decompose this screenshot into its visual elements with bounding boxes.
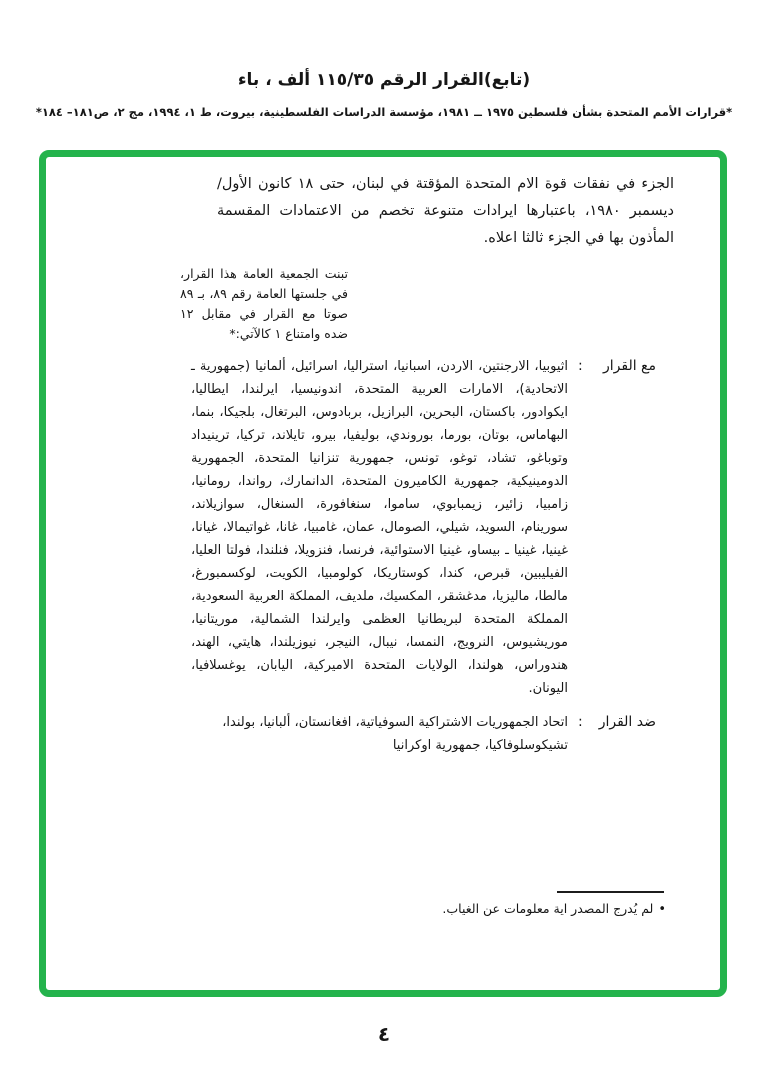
footnote — [300, 899, 666, 920]
vote-against-label — [578, 711, 656, 734]
vote-for-countries: اثيوبيا، الارجنتين، الاردن، اسبانيا، استراليا، اسرائيل، ألمانيا (جمهورية ـ الاتحادية)، الامارات العربية المتحدة، اندونيسيا، ايرلندا، ايطاليا، ايكوادور، باكستان، البحرين، البرازيل، بربادوس، البرتغال، بلجيكا، بنما، البهاماس، بوتان، بورما، بوروندي، بوليفيا، بيرو، تايلاند، تركيا، ترينيداد وتوباغو، تشاد، توغو، تونس، جمهورية تنزانيا المتحدة، الجمهورية الدومينيكية، جمهورية الكاميرون المتحدة، الدانمارك، رواندا، رومانيا، زامبيا، زائير، زيمبابوي، ساموا، سنغافورة، السنغال، سوازيلاند، سورينام، السويد، شيلي، الصومال، عمان، غامبيا، غانا، غواتيمالا، غيانا، غينيا، غينيا ـ بيساو، غينيا الاستوائية، فرنسا، فنزويلا، فنلندا، فولتا العليا، الفيليبين، قبرص، كندا، كوستاريكا، كولومبيا، الكويت، لوكسمبورغ، مالطا، ماليزيا، مدغشقر، المكسيك، ملديف، المملكة العربية السعودية، المملكة المتحدة لبريطانيا العظمى وايرلندا الشمالية، موريتانيا، موريشيوس، النرويج، النمسا، نيبال، النيجر، نيوزيلندا، هايتي، الهند، هندوراس، هولندا، الولايات المتحدة الاميركية، اليابان، يوغسلافيا، اليونان. — [191, 359, 568, 696]
vote-against-row — [46, 711, 656, 757]
vote-for-label-colon: : — [578, 358, 583, 374]
source-citation: *قرارات الأمم المتحدة بشأن فلسطين ١٩٧٥ ــ ١٩٨١، مؤسسة الدراسات الفلسطينية، بيروت، ط ١، ١٩٩٤، مج ٢، ص١٨١– ١٨٤* — [35, 105, 733, 119]
vote-for-label-text: مع القرار — [602, 358, 656, 374]
vote-for-label — [578, 355, 656, 378]
footnote-divider — [557, 891, 664, 893]
page-content — [46, 157, 720, 990]
resolution-title: (تابع)القرار الرقم ١١٥/٣٥ ألف ، باء — [237, 70, 531, 90]
vote-against-label-colon: : — [578, 714, 583, 730]
paragraph-adoption-vote: تبنت الجمعية العامة هذا القرار، في جلستها العامة رقم ٨٩، بـ ٨٩ صوتا مع القرار في مقابل ١٢ ضده وامتناع ١ كالآتي:* — [180, 266, 349, 341]
vote-against-label-text: ضد القرار — [598, 714, 656, 730]
footnote-bullet-icon: • — [658, 902, 666, 917]
page-number: ٤ — [377, 1022, 391, 1046]
paragraph-unifil-expenses: الجزء في نفقات قوة الام المتحدة المؤقتة في لبنان، حتى ١٨ كانون الأول/ديسمبر ١٩٨٠، باعتبارها ايرادات متنوعة تخصم من الاعتمادات المقسمة المأذون بها في الجزء ثالثا اعلاه. — [217, 176, 674, 246]
vote-for-row — [46, 355, 656, 700]
vote-against-countries: اتحاد الجمهوريات الاشتراكية السوفياتية، افغانستان، ألبانيا، بولندا، تشيكوسلوفاكيا، جمهورية اوكرانيا — [222, 715, 568, 753]
footnote-text: لم يُدرج المصدر اية معلومات عن الغياب. — [442, 901, 654, 916]
